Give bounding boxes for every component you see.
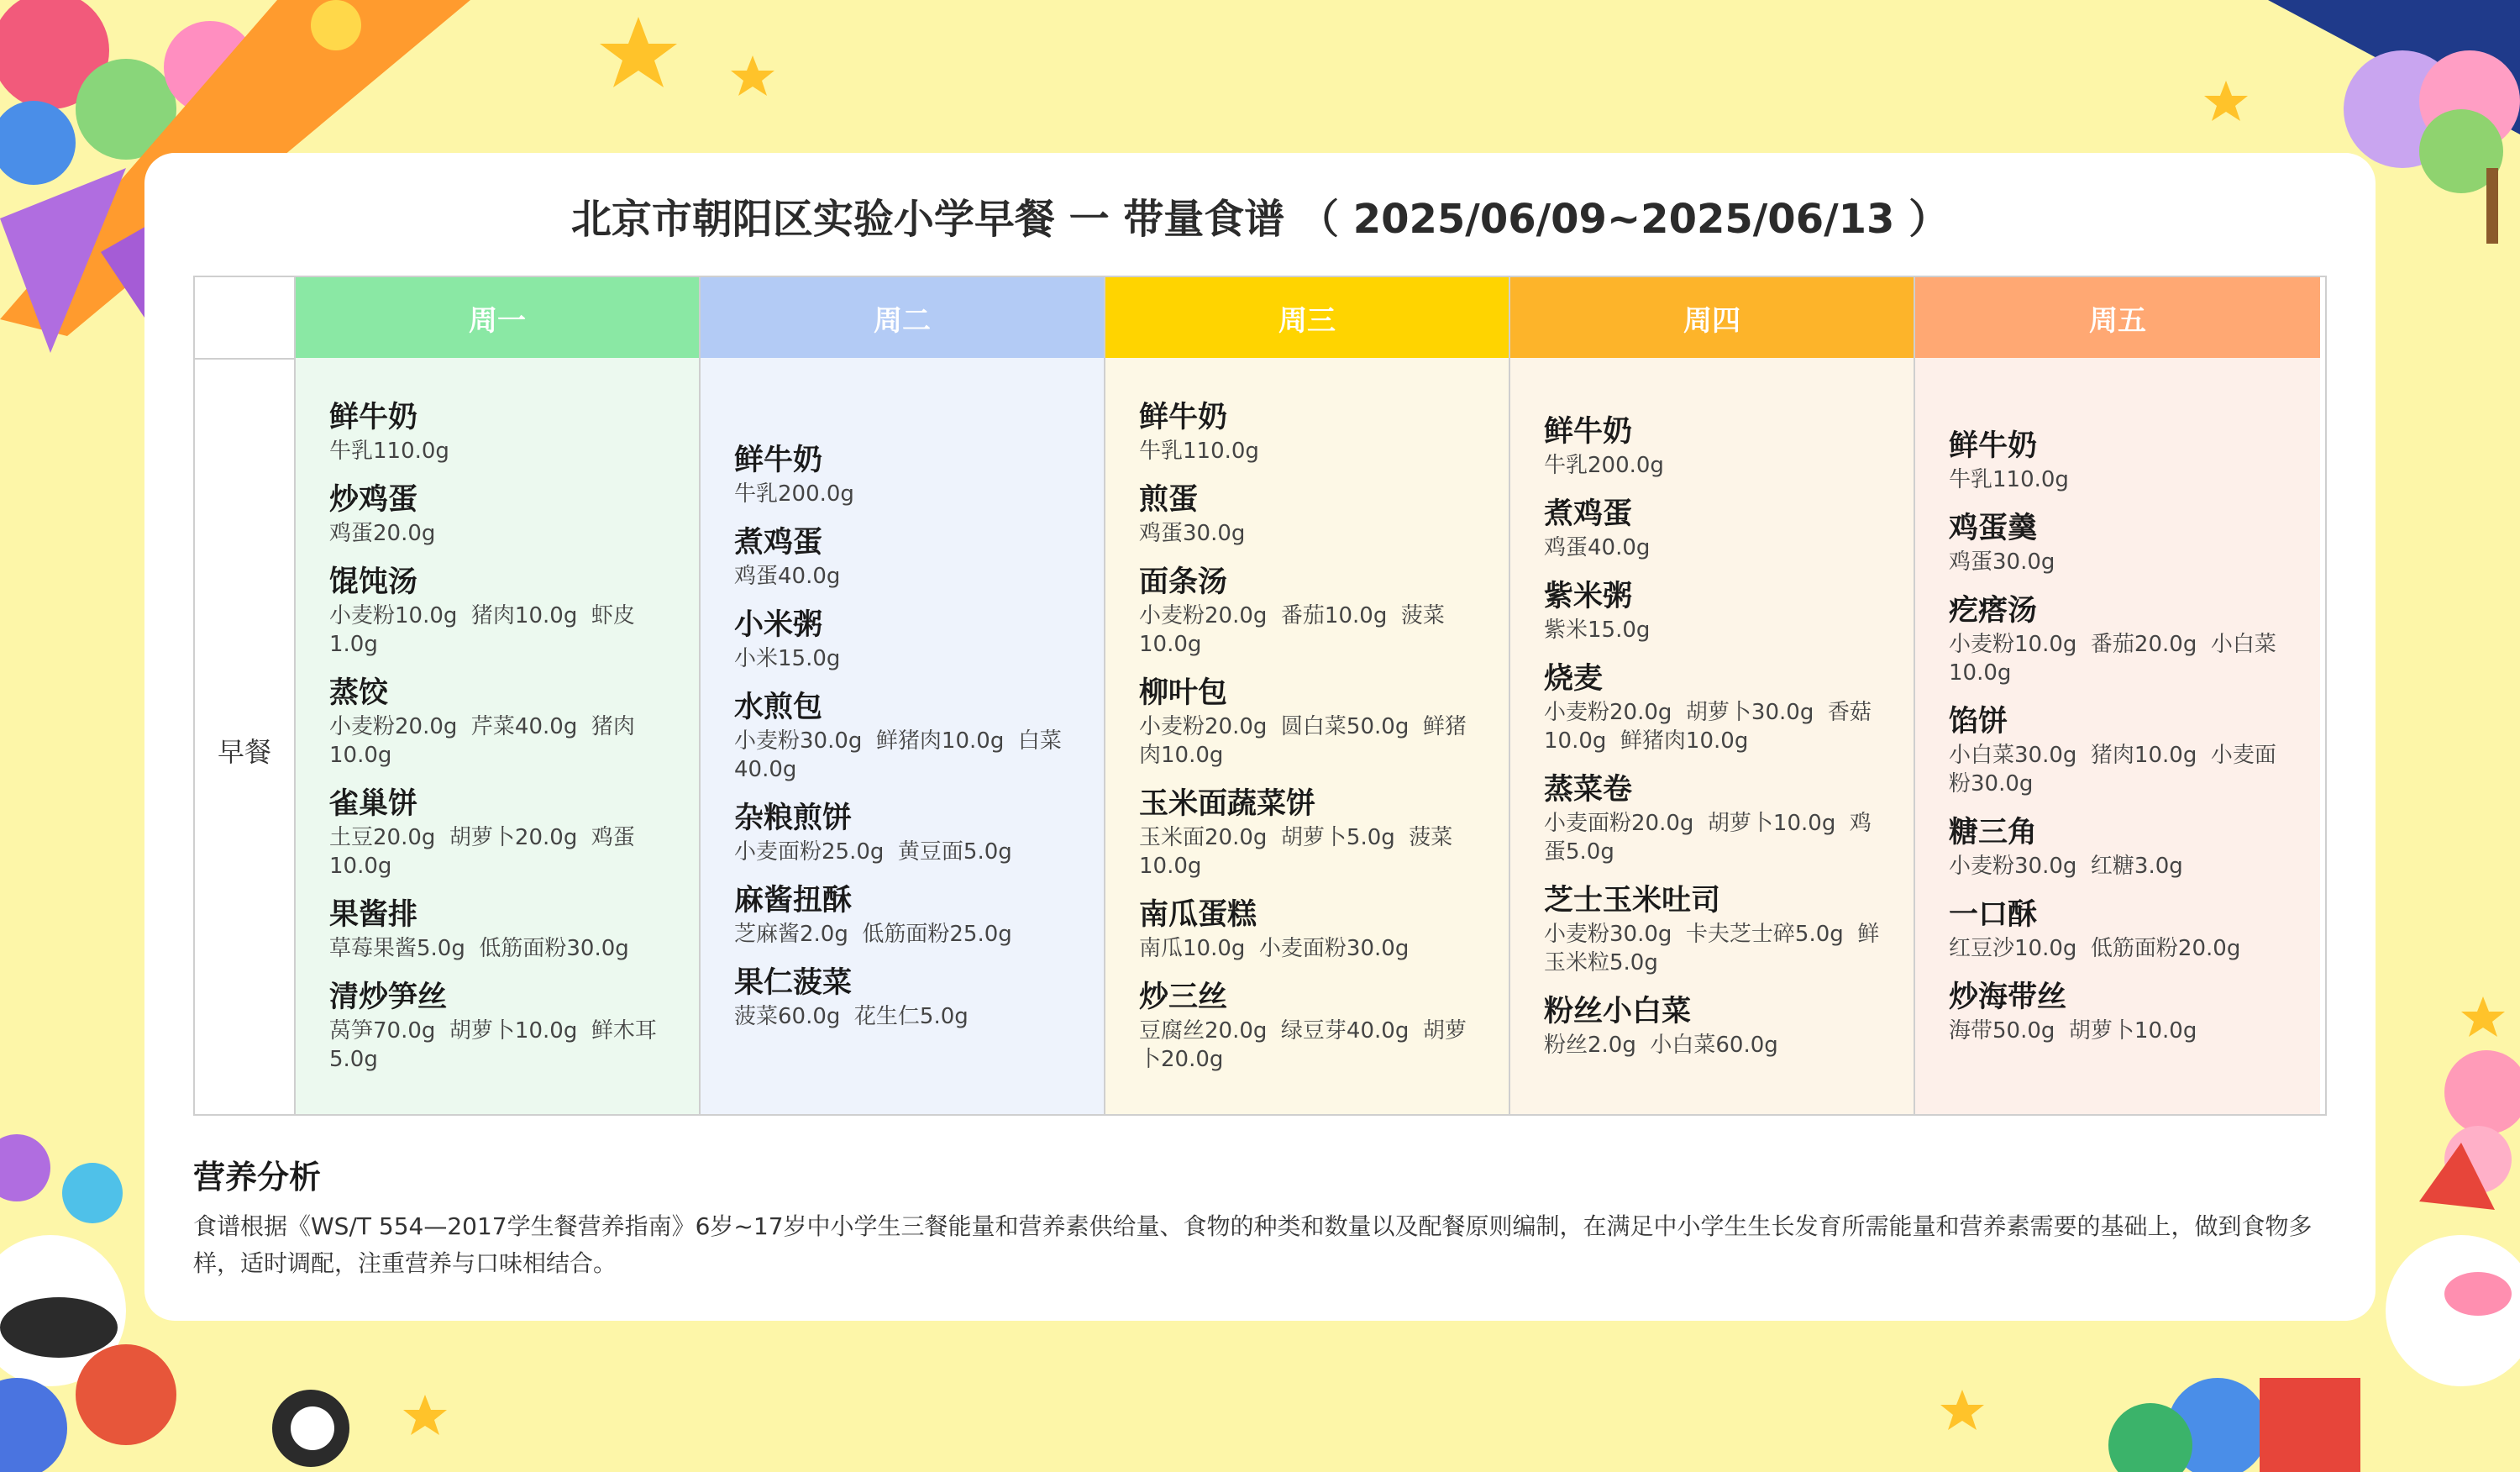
- dish-name: 蒸菜卷: [1544, 773, 1633, 807]
- dish-item: [1949, 427, 2295, 494]
- day-column-fri: [1915, 277, 2320, 1114]
- dish-name: 馅饼: [1949, 705, 2008, 739]
- dish-name: 面条汤: [1139, 565, 1228, 599]
- dish-ingredients: 鸡蛋40.0g: [1544, 535, 1651, 560]
- dish-item: [734, 688, 1079, 784]
- dish-item: [329, 481, 674, 548]
- dish-item: [1544, 881, 1888, 977]
- dish-item: [1544, 770, 1888, 866]
- dish-ingredients: 小麦粉20.0g 圆白菜50.0g 鲜猪肉10.0g: [1139, 714, 1467, 768]
- nutrition-text: 食谱根据《WS/T 554—2017学生餐营养指南》6岁~17岁中小学生三餐能量和营养素供给量、食物的种类和数量以及配餐原则编制，在满足中小学生生长发育所需能量和营养素需要的基础上，做到食物多样，适时调配，注重营养与口味相结合。: [193, 1212, 2313, 1277]
- dish-name: 果酱排: [329, 898, 418, 932]
- day-header: 周五: [1915, 277, 2320, 358]
- header-divider: [195, 358, 296, 360]
- dish-ingredients: 芝麻酱2.0g 低筋面粉25.0g: [734, 922, 1012, 947]
- day-header: 周一: [296, 277, 699, 358]
- dish-ingredients: 小麦粉10.0g 番茄20.0g 小白菜10.0g: [1949, 632, 2276, 686]
- dish-item: [329, 896, 674, 963]
- dish-name: 粉丝小白菜: [1544, 995, 1692, 1028]
- dish-ingredients: 牛乳110.0g: [1139, 439, 1259, 464]
- dish-ingredients: 小麦粉30.0g 卡夫芝士碎5.0g 鲜玉米粒5.0g: [1544, 922, 1880, 975]
- dish-name: 紫米粥: [1544, 580, 1633, 613]
- dish-ingredients: 豆腐丝20.0g 绿豆芽40.0g 胡萝卜20.0g: [1139, 1018, 1467, 1072]
- dish-name: 南瓜蛋糕: [1139, 898, 1257, 932]
- dish-ingredients: 海带50.0g 胡萝卜10.0g: [1949, 1018, 2197, 1044]
- dish-item: [1139, 896, 1483, 963]
- dish-name: 鲜牛奶: [1949, 429, 2038, 463]
- dish-item: [1139, 785, 1483, 881]
- dish-name: 果仁菠菜: [734, 966, 853, 1000]
- day-column-wed: [1105, 277, 1510, 1114]
- dish-name: 鲜牛奶: [1544, 415, 1633, 449]
- dish-name: 鸡蛋羹: [1949, 512, 2038, 545]
- day-body: [701, 358, 1104, 1114]
- dish-ingredients: 小麦粉30.0g 鲜猪肉10.0g 白菜40.0g: [734, 728, 1062, 782]
- dish-item: [1949, 978, 2295, 1045]
- dish-name: 蒸饺: [329, 676, 389, 710]
- dish-ingredients: 紫米15.0g: [1544, 618, 1651, 643]
- dish-ingredients: 小麦粉30.0g 红糖3.0g: [1949, 854, 2183, 879]
- dish-name: 馄饨汤: [329, 565, 418, 599]
- dish-item: [329, 785, 674, 881]
- day-header: 周四: [1510, 277, 1914, 358]
- day-body: [1510, 358, 1914, 1114]
- dish-item: [1949, 509, 2295, 576]
- dish-name: 芝士玉米吐司: [1544, 884, 1721, 917]
- dish-ingredients: 牛乳110.0g: [1949, 467, 2069, 492]
- dish-ingredients: 红豆沙10.0g 低筋面粉20.0g: [1949, 936, 2241, 961]
- meal-label-column: [195, 277, 296, 1114]
- dish-name: 小米粥: [734, 608, 823, 642]
- dish-ingredients: 牛乳200.0g: [1544, 453, 1664, 478]
- dish-item: [329, 674, 674, 770]
- dish-name: 清炒笋丝: [329, 980, 448, 1014]
- dish-ingredients: 小麦粉20.0g 胡萝卜30.0g 香菇10.0g 鲜猪肉10.0g: [1544, 700, 1872, 754]
- dish-name: 炒三丝: [1139, 980, 1228, 1014]
- dish-ingredients: 土豆20.0g 胡萝卜20.0g 鸡蛋10.0g: [329, 825, 635, 879]
- dish-ingredients: 小麦粉10.0g 猪肉10.0g 虾皮1.0g: [329, 603, 635, 657]
- dish-item: [1139, 978, 1483, 1074]
- dish-name: 炒鸡蛋: [329, 483, 418, 517]
- dish-ingredients: 小麦面粉25.0g 黄豆面5.0g: [734, 839, 1012, 865]
- dish-item: [734, 964, 1079, 1031]
- dish-ingredients: 玉米面20.0g 胡萝卜5.0g 菠菜10.0g: [1139, 825, 1453, 879]
- dish-name: 玉米面蔬菜饼: [1139, 787, 1316, 821]
- dish-ingredients: 小麦粉20.0g 番茄10.0g 菠菜10.0g: [1139, 603, 1445, 657]
- dish-ingredients: 粉丝2.0g 小白菜60.0g: [1544, 1033, 1778, 1058]
- dish-item: [1139, 674, 1483, 770]
- dish-item: [329, 398, 674, 465]
- menu-card: [144, 153, 2376, 1321]
- dish-name: 糖三角: [1949, 816, 2038, 849]
- meal-label: 早餐: [217, 736, 271, 768]
- dish-name: 一口酥: [1949, 898, 2038, 932]
- day-body: [296, 358, 699, 1114]
- dish-ingredients: 鸡蛋20.0g: [329, 521, 436, 546]
- dish-ingredients: 鸡蛋30.0g: [1139, 521, 1246, 546]
- dish-item: [1949, 702, 2295, 798]
- day-column-thu: [1510, 277, 1915, 1114]
- dish-item: [1544, 413, 1888, 480]
- dish-name: 煮鸡蛋: [734, 526, 823, 560]
- dish-name: 鲜牛奶: [734, 444, 823, 477]
- dish-ingredients: 鸡蛋40.0g: [734, 564, 841, 589]
- dish-name: 杂粮煎饼: [734, 802, 853, 835]
- dish-item: [1139, 563, 1483, 659]
- day-body: [1105, 358, 1509, 1114]
- dish-ingredients: 菠菜60.0g 花生仁5.0g: [734, 1004, 969, 1029]
- dish-item: [1544, 660, 1888, 755]
- dish-name: 柳叶包: [1139, 676, 1228, 710]
- dish-ingredients: 草莓果酱5.0g 低筋面粉30.0g: [329, 936, 629, 961]
- dish-item: [1139, 398, 1483, 465]
- day-column-tue: [701, 277, 1105, 1114]
- dish-item: [734, 523, 1079, 591]
- dish-item: [1949, 813, 2295, 881]
- dish-ingredients: 小麦面粉20.0g 胡萝卜10.0g 鸡蛋5.0g: [1544, 811, 1872, 865]
- dish-item: [734, 881, 1079, 949]
- dish-ingredients: 莴笋70.0g 胡萝卜10.0g 鲜木耳5.0g: [329, 1018, 657, 1072]
- dish-name: 鲜牛奶: [1139, 401, 1228, 434]
- dish-item: [329, 563, 674, 659]
- day-body: [1915, 358, 2320, 1114]
- dish-item: [734, 799, 1079, 866]
- dish-item: [1949, 591, 2295, 687]
- dish-item: [1139, 481, 1483, 548]
- dish-name: 炒海带丝: [1949, 980, 2067, 1014]
- nutrition-title: 营养分析: [193, 1159, 322, 1196]
- dish-item: [734, 441, 1079, 508]
- dish-name: 水煎包: [734, 691, 823, 724]
- dish-name: 烧麦: [1544, 662, 1604, 696]
- dish-item: [734, 606, 1079, 673]
- dish-ingredients: 南瓜10.0g 小麦面粉30.0g: [1139, 936, 1410, 961]
- dish-ingredients: 小麦粉20.0g 芹菜40.0g 猪肉10.0g: [329, 714, 635, 768]
- dish-item: [1949, 896, 2295, 963]
- dish-ingredients: 牛乳110.0g: [329, 439, 449, 464]
- dish-name: 煮鸡蛋: [1544, 497, 1633, 531]
- dish-item: [1544, 992, 1888, 1059]
- dish-name: 雀巢饼: [329, 787, 418, 821]
- dish-item: [1544, 495, 1888, 562]
- dish-item: [329, 978, 674, 1074]
- day-header: 周二: [701, 277, 1104, 358]
- dish-name: 鲜牛奶: [329, 401, 418, 434]
- day-column-mon: [296, 277, 701, 1114]
- dish-ingredients: 小米15.0g: [734, 646, 841, 671]
- dish-name: 疙瘩汤: [1949, 594, 2038, 628]
- dish-item: [1544, 577, 1888, 644]
- dish-name: 麻酱扭酥: [734, 884, 853, 917]
- dish-ingredients: 鸡蛋30.0g: [1949, 549, 2055, 575]
- page-title: 北京市朝阳区实验小学早餐 一 带量食谱 （ 2025/06/09~2025/06/13 ）: [570, 196, 1950, 243]
- dish-name: 煎蛋: [1139, 483, 1199, 517]
- dish-ingredients: 小白菜30.0g 猪肉10.0g 小麦面粉30.0g: [1949, 743, 2276, 796]
- day-header: 周三: [1105, 277, 1509, 358]
- dish-ingredients: 牛乳200.0g: [734, 481, 854, 507]
- menu-table: [193, 276, 2327, 1116]
